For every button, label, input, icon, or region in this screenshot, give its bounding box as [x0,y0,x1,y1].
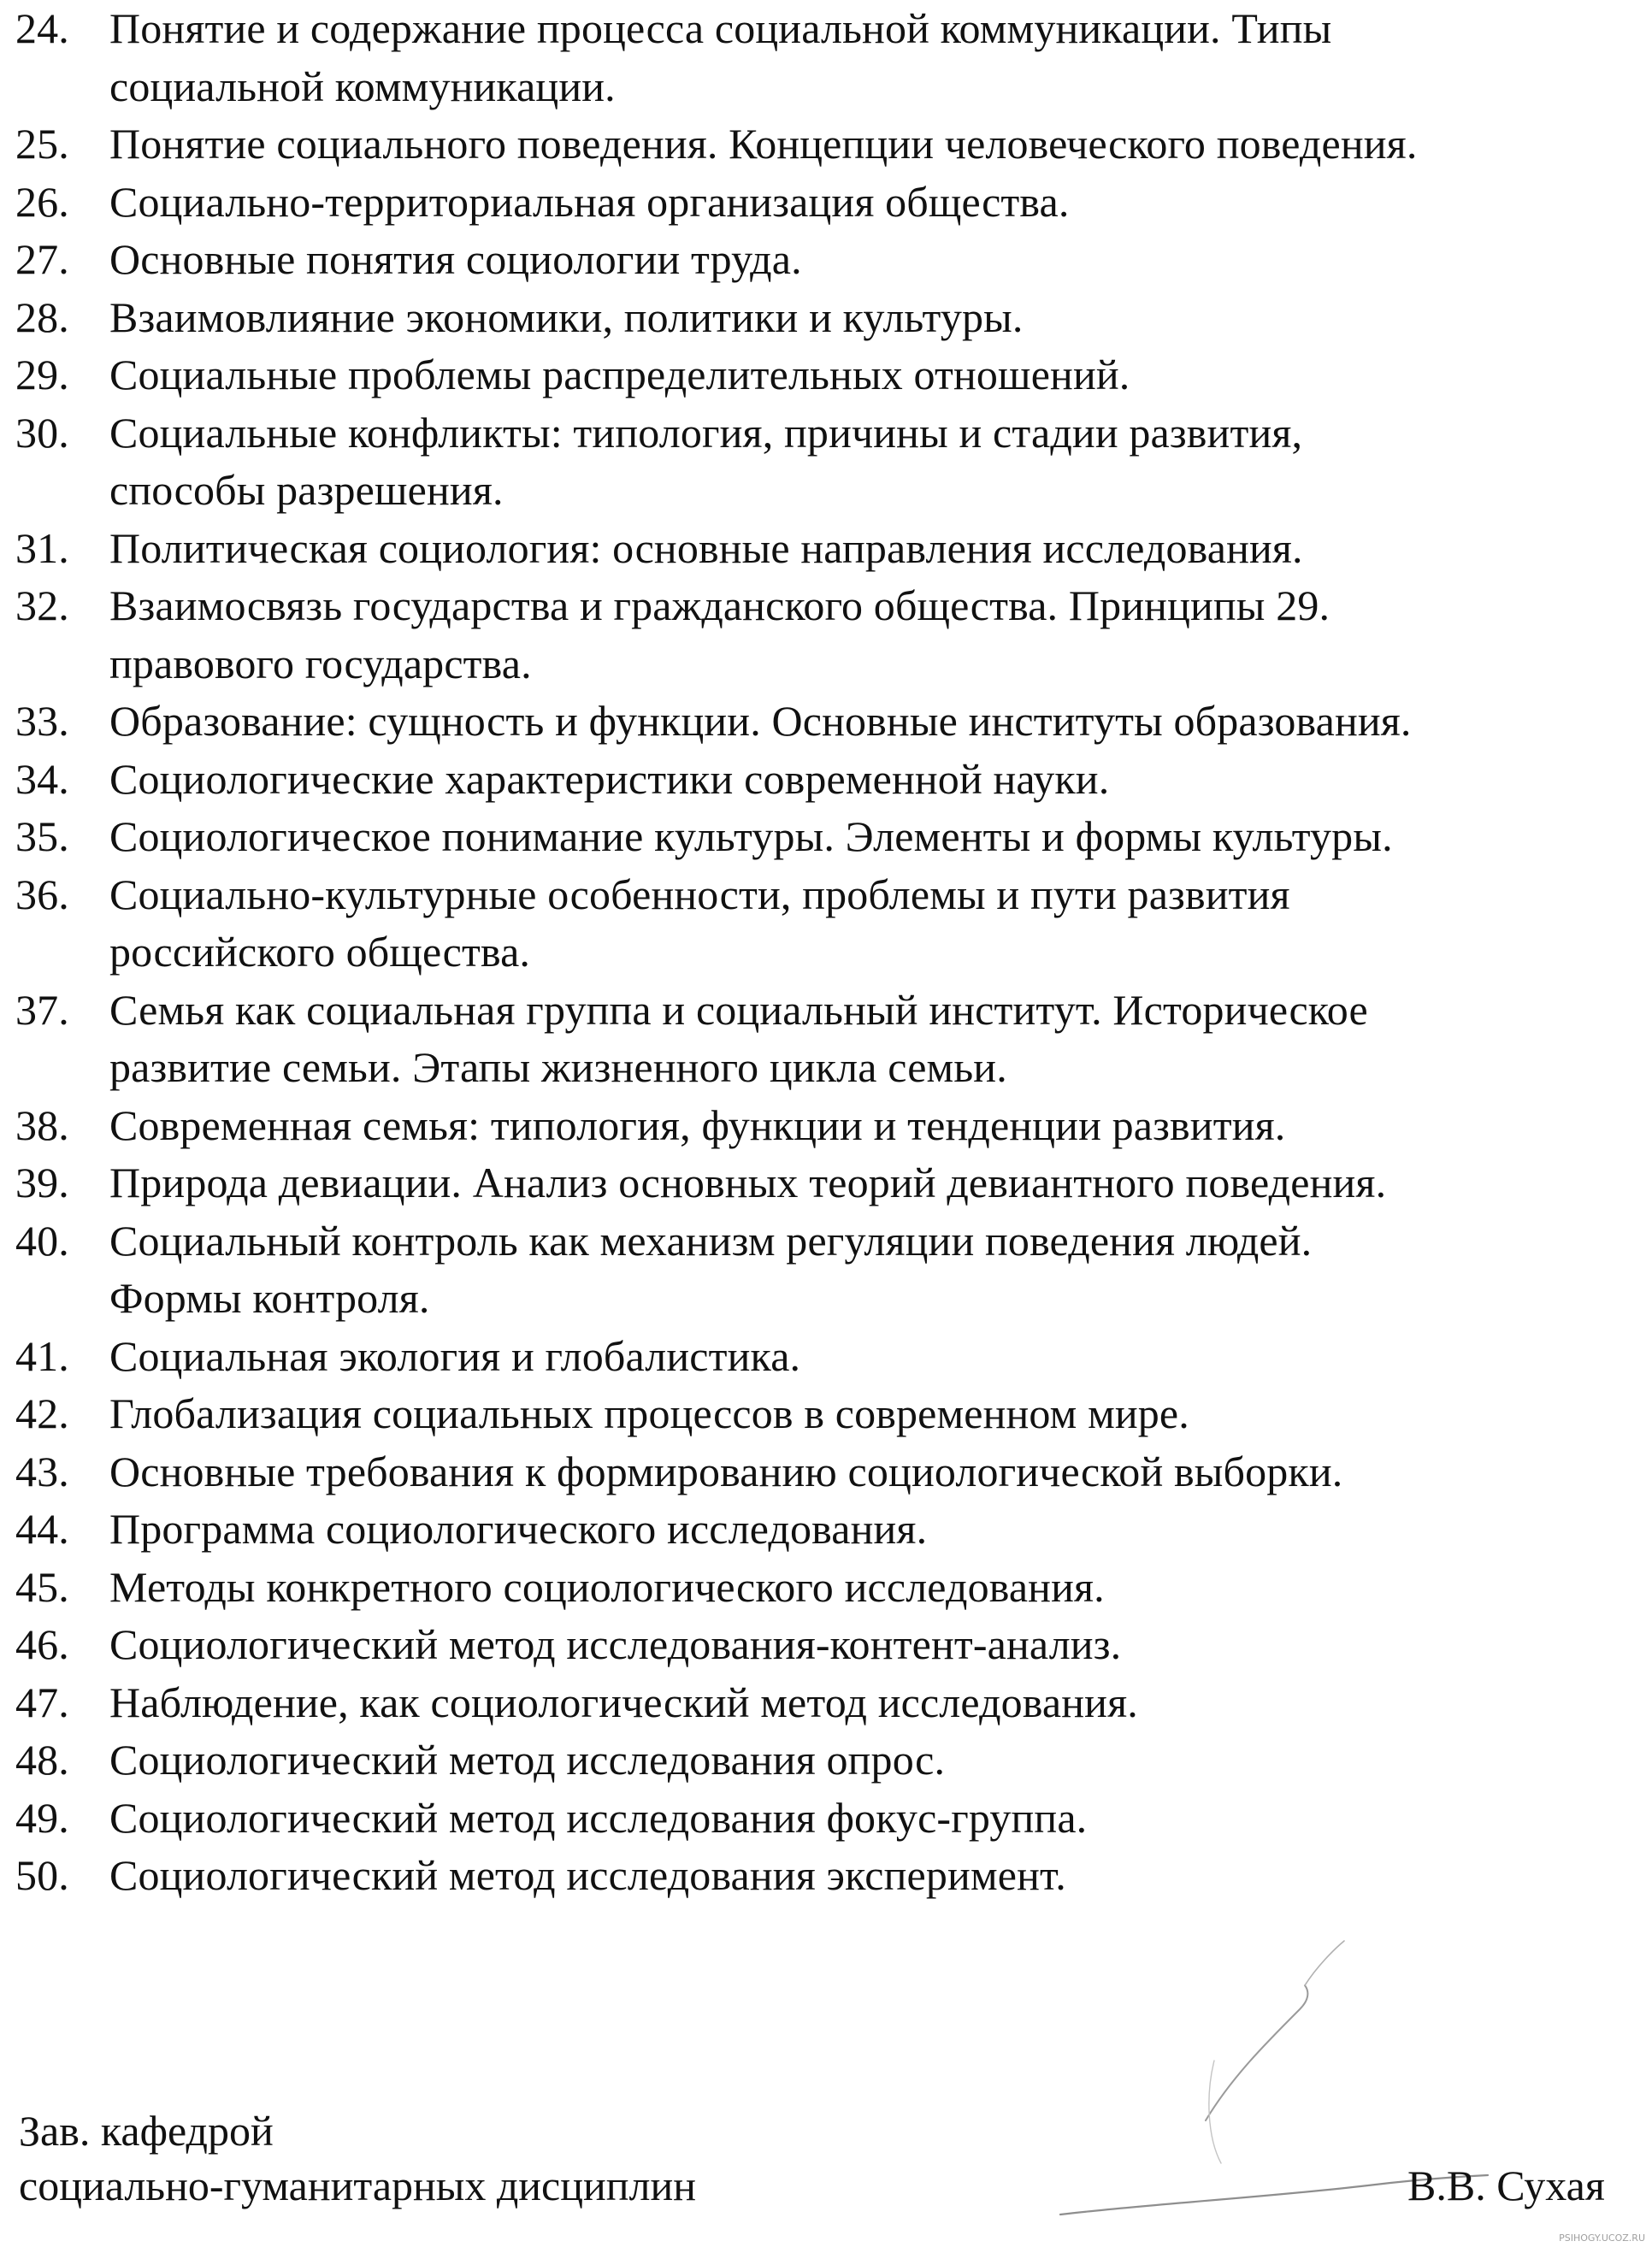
item-number: 32. [15,581,69,629]
item-number: 24. [15,4,69,52]
item-number: 46. [15,1620,69,1668]
item-number: 44. [15,1505,69,1553]
item-text-line: Социально-территориальная организация общества. [109,177,1070,226]
item-number: 26. [15,177,69,226]
item-text-line: Социальные конфликты: типология, причины и стадии развития, [109,408,1303,457]
question-list [15,0,1652,1905]
item-text-line: Взаимосвязь государства и гражданского общества. Принципы 29. [109,581,1330,629]
item-number: 40. [15,1216,69,1265]
item-number: 50. [15,1851,69,1899]
list-item [15,346,1652,404]
item-number: 39. [15,1159,69,1206]
item-number: 33. [15,697,69,745]
item-number: 28. [15,292,69,341]
item-text-line: Социологический метод исследования опрос. [109,1736,946,1784]
list-item [15,289,1652,347]
list-item [15,404,1652,520]
list-item [15,751,1652,809]
item-number: 41. [15,1331,69,1380]
item-text-line: Взаимовлияние экономики, политики и культуры. [109,292,1024,341]
item-text-line: Социальная экология и глобалистика. [109,1331,801,1380]
item-text-line: Образование: сущность и функции. Основные институты образования. [109,697,1412,745]
item-number: 29. [15,351,69,398]
list-item [15,1385,1652,1443]
item-number: 42. [15,1389,69,1437]
position-line-2: социально-гуманитарных дисциплин [19,2161,696,2209]
item-text-line: способы разрешения. [109,466,504,514]
item-text-line: Социологический метод исследования-контент-анализ. [109,1620,1122,1668]
item-number: 30. [15,408,69,457]
list-item [15,1559,1652,1617]
item-text-line: социальной коммуникации. [109,62,616,110]
item-number: 25. [15,120,69,168]
list-item [15,1731,1652,1790]
list-item [15,231,1652,289]
list-item [15,1501,1652,1559]
item-text-line: Природа девиации. Анализ основных теорий девиантного поведения. [109,1159,1387,1206]
list-item [15,1154,1652,1212]
item-text-line: Понятие и содержание процесса социальной коммуникации. Типы [109,4,1332,52]
signer-name: В.В. Сухая [1407,2161,1605,2209]
list-item [15,982,1652,1097]
position-line-1: Зав. кафедрой [19,2107,274,2155]
list-item [15,693,1652,751]
item-number: 49. [15,1793,69,1842]
item-number: 27. [15,235,69,283]
item-number: 37. [15,985,69,1034]
item-text-line: российского общества. [109,928,531,976]
list-item [15,1097,1652,1155]
item-number: 36. [15,870,69,918]
item-number: 48. [15,1736,69,1784]
item-text-line: Политическая социология: основные направления исследования. [109,523,1303,572]
item-text-line: Наблюдение, как социологический метод исследования. [109,1678,1138,1726]
list-item [15,1212,1652,1328]
item-text-line: Формы контроля. [109,1274,430,1322]
list-item [15,808,1652,866]
list-item [15,520,1652,578]
item-text-line: Социологическое понимание культуры. Элементы и формы культуры. [109,812,1393,860]
item-text-line: Программа социологического исследования. [109,1505,928,1553]
list-item [15,1847,1652,1905]
item-text-line: Социально-культурные особенности, проблемы и пути развития [109,870,1290,918]
list-item [15,1443,1652,1501]
item-number: 47. [15,1678,69,1726]
item-text-line: Глобализация социальных процессов в современном мире. [109,1389,1189,1437]
item-text-line: Основные требования к формированию социологической выборки. [109,1447,1343,1495]
item-text-line: Социологические характеристики современной науки. [109,754,1110,803]
list-item [15,866,1652,982]
item-text-line: Социальные проблемы распределительных отношений. [109,351,1130,398]
item-number: 31. [15,523,69,572]
list-item [15,1328,1652,1386]
list-item [15,0,1652,115]
item-number: 35. [15,812,69,860]
item-text-line: развитие семьи. Этапы жизненного цикла семьи. [109,1043,1007,1091]
item-number: 45. [15,1562,69,1611]
item-text-line: Методы конкретного социологического исследования. [109,1562,1105,1611]
item-number: 43. [15,1447,69,1495]
list-item [15,1616,1652,1674]
item-number: 38. [15,1100,69,1149]
watermark-text: PSIHOGY.UCOZ.RU [1559,2232,1645,2244]
item-text-line: Основные понятия социологии труда. [109,235,802,283]
item-text-line: Социальный контроль как механизм регуляции поведения людей. [109,1216,1313,1265]
list-item [15,115,1652,174]
item-number: 34. [15,754,69,803]
list-item [15,1790,1652,1848]
item-text-line: Современная семья: типология, функции и тенденции развития. [109,1100,1286,1149]
list-item [15,577,1652,693]
list-item [15,174,1652,232]
item-text-line: правового государства. [109,639,532,687]
item-text-line: Семья как социальная группа и социальный институт. Историческое [109,985,1368,1034]
signature-block [19,2103,696,2213]
item-text-line: Понятие социального поведения. Концепции человеческого поведения. [109,120,1418,168]
item-text-line: Социологический метод исследования эксперимент. [109,1851,1066,1899]
item-text-line: Социологический метод исследования фокус-группа. [109,1793,1088,1842]
list-item [15,1674,1652,1732]
